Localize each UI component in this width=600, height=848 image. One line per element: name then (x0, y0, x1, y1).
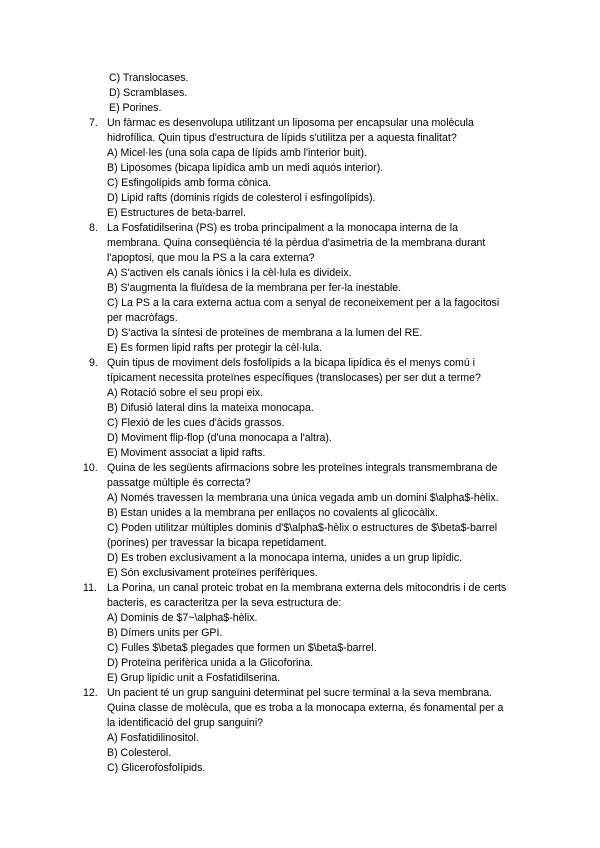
stem-line: típicament necessita proteïnes específiques (translocases) per ser dut a terme? (107, 372, 481, 384)
answer-options (107, 491, 529, 581)
option: E) Porines. (109, 102, 162, 114)
answer-option (107, 491, 529, 506)
option-line: C) La PS a la cara externa actua com a senyal de reconeixement per a la fagocitosi (107, 297, 500, 309)
answer-option (107, 506, 529, 521)
question-stem (107, 686, 529, 731)
stem-line: bacteris, es caracteritza per la seva estructura de: (107, 597, 342, 609)
answer-option (107, 176, 529, 191)
option-line: (porines) per travessar la bicapa repetidament. (107, 537, 327, 549)
answer-option (107, 161, 529, 176)
option-line: E) Estructures de beta-barrel. (107, 207, 246, 219)
answer-option (107, 551, 529, 566)
question-stem (107, 221, 529, 266)
option-line: E) Són exclusivament proteïnes perifèriques. (107, 567, 318, 579)
question-stem (107, 581, 529, 611)
option-line: B) S'augmenta la fluïdesa de la membrana per fer-la inestable. (107, 282, 402, 294)
question-item (89, 356, 529, 461)
answer-option (107, 641, 529, 656)
answer-options (107, 386, 529, 461)
option-line: A) Fosfatidilinositol. (107, 732, 199, 744)
option-line: A) Rotació sobre el seu propi eix. (107, 387, 264, 399)
question-number: 8. (89, 222, 98, 234)
question-number: 10. (83, 462, 98, 474)
question-number: 11. (83, 582, 97, 594)
option-line: B) Colesterol. (107, 747, 172, 759)
option-line: B) Estan unides a la membrana per enllaços no covalents al glicocàlix. (107, 507, 438, 519)
answer-option (107, 296, 529, 326)
option-line: D) Moviment flip-flop (d'una monocapa a l'altra). (107, 432, 332, 444)
option-line: A) S'activen els canals iònics i la cèl·lula es divideix. (107, 267, 352, 279)
stem-line: Un fàrmac es desenvolupa utilitzant un liposoma per encapsular una molècula (107, 117, 474, 129)
question-item (89, 221, 529, 356)
option-line: E) Es formen lipid rafts per protegir la cèl·lula. (107, 342, 322, 354)
answer-option (107, 206, 529, 221)
option-line: C) Poden utilitzar múltiples dominis d'$\alpha$-hèlix o estructures de $\beta$-barrel (107, 522, 498, 534)
question-stem (107, 461, 529, 491)
option-line: C) Glicerofosfolípids. (107, 762, 206, 774)
stem-line: Quin tipus de moviment dels fosfolípids a la bicapa lipídica és el menys comú i (107, 357, 476, 369)
option-line: B) Difusió lateral dins la mateixa monocapa. (107, 402, 314, 414)
option-line: D) Es troben exclusivament a la monocapa interna, unides a un grup lipídic. (107, 552, 463, 564)
option-line: C) Esfingolípids amb forma cònica. (107, 177, 272, 189)
option-line: D) Proteïna perifèrica unida a la Glicoforina. (107, 657, 314, 669)
answer-option (107, 401, 529, 416)
option-line: E) Moviment associat a lipid rafts. (107, 447, 266, 459)
answer-option (107, 611, 529, 626)
option-line: D) S'activa la síntesi de proteïnes de membrana a la lumen del RE. (107, 327, 423, 339)
stem-line: La Porina, un canal proteic trobat en la membrana externa dels mitocondris i de certs (107, 582, 507, 594)
answer-option (107, 626, 529, 641)
question-item (83, 581, 529, 686)
question-stem (107, 116, 529, 146)
question-number: 12. (83, 687, 98, 699)
answer-options (107, 146, 529, 221)
question-number: 7. (89, 117, 98, 129)
question-item (89, 116, 529, 221)
option-line: C) Flexió de les cues d'àcids grassos. (107, 417, 285, 429)
answer-option (107, 191, 529, 206)
option-line: A) Dominis de $7~\alpha$-hèlix. (107, 612, 258, 624)
answer-option (107, 731, 529, 746)
stem-line: Quina classe de molècula, que es troba a la monocapa externa, és fonamental per a (107, 702, 504, 714)
option-line: per macròfags. (107, 312, 178, 324)
stem-line: hidrofílica. Quin tipus d'estructura de lípids s'utilitza per a aquesta finalitat? (107, 132, 457, 144)
answer-option (107, 761, 529, 776)
continued-options (109, 71, 188, 116)
answer-option (107, 746, 529, 761)
answer-options (107, 266, 529, 356)
answer-option (107, 431, 529, 446)
answer-option (107, 326, 529, 341)
option-line: E) Grup lipídic unit a Fosfatidilserina. (107, 672, 281, 684)
option: C) Translocases. (109, 72, 189, 84)
stem-line: membrana. Quina conseqüència té la pèrdua d'asimetria de la membrana durant (107, 237, 486, 249)
question-item (83, 686, 529, 776)
answer-option (107, 341, 529, 356)
option-line: B) Dímers units per GPI. (107, 627, 223, 639)
option-line: A) Només travessen la membrana una única vegada amb un domini $\alpha$-hèlix. (107, 492, 499, 504)
stem-line: la identificació del grup sanguini? (107, 717, 264, 729)
stem-line: l'apoptosi, que mou la PS a la cara externa? (107, 252, 315, 264)
answer-option (107, 566, 529, 581)
answer-option (107, 656, 529, 671)
option-line: D) Lipid rafts (dominis rígids de colesterol i esfingolípids). (107, 192, 376, 204)
question-item (83, 461, 529, 581)
answer-option (107, 386, 529, 401)
answer-option (107, 266, 529, 281)
answer-option (107, 146, 529, 161)
question-stem (107, 356, 529, 386)
option-line: A) Micel·les (una sola capa de lípids amb l'interior buit). (107, 147, 367, 159)
stem-line: La Fosfatidilserina (PS) es troba principalment a la monocapa interna de la (107, 222, 458, 234)
answer-options (107, 731, 529, 776)
question-number: 9. (89, 357, 98, 369)
answer-option (107, 521, 529, 551)
stem-line: Quina de les següents afirmacions sobre les proteïnes integrals transmembrana de (107, 462, 498, 474)
option-line: C) Fulles $\beta$ plegades que formen un $\beta$-barrel. (107, 642, 377, 654)
stem-line: passatge múltiple és correcta? (107, 477, 251, 489)
option: D) Scramblases. (109, 87, 188, 99)
answer-option (107, 281, 529, 296)
question-list (83, 116, 529, 776)
stem-line: Un pacient té un grup sanguini determinat pel sucre terminal a la seva membrana. (107, 687, 493, 699)
answer-option (107, 446, 529, 461)
answer-option (107, 671, 529, 686)
answer-options (107, 611, 529, 686)
answer-option (107, 416, 529, 431)
option-line: B) Liposomes (bicapa lipídica amb un medi aquós interior). (107, 162, 384, 174)
